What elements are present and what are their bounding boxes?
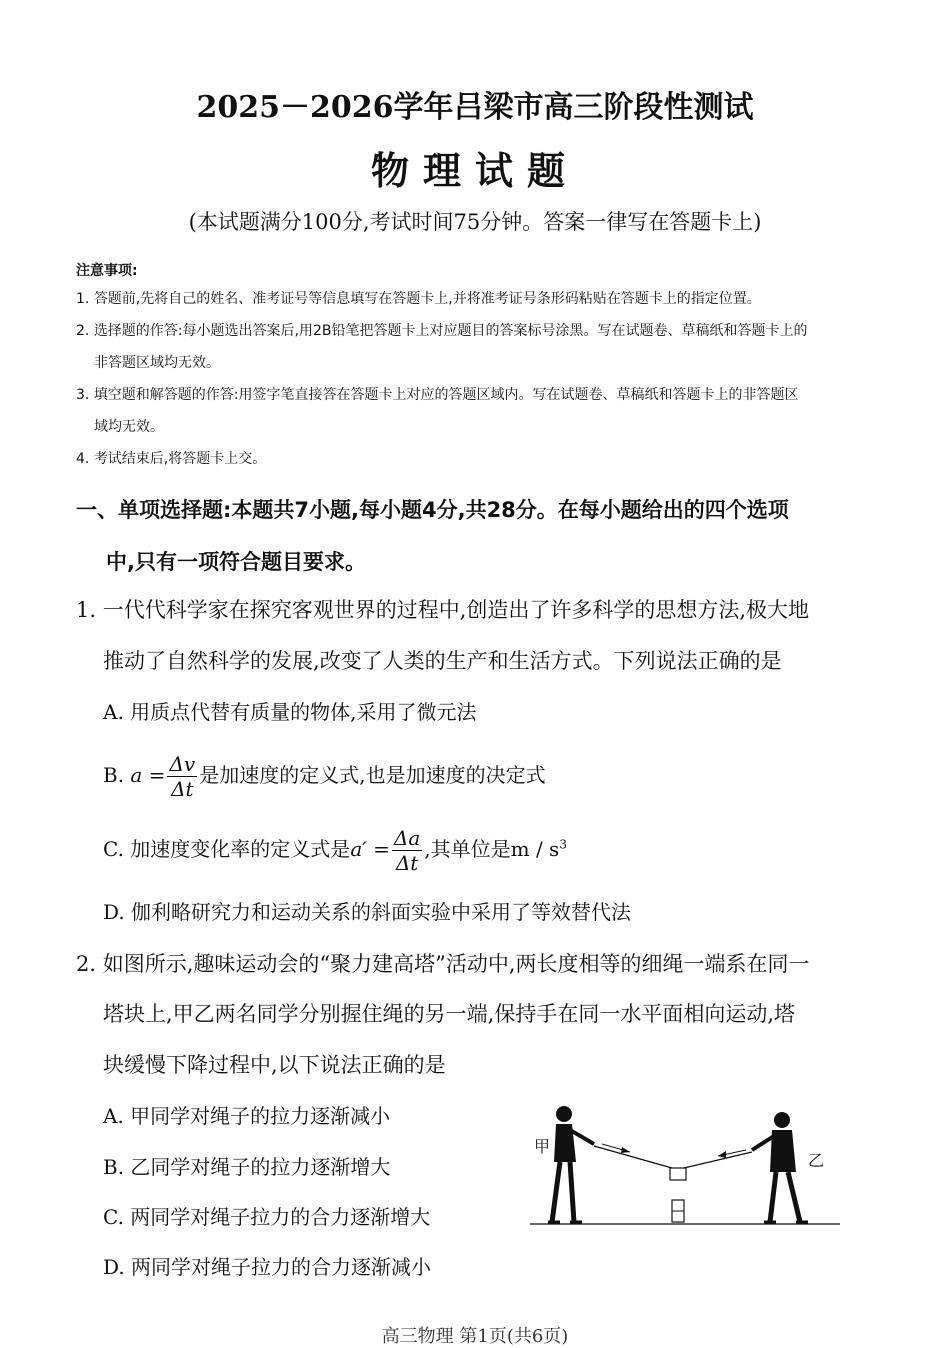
rope-figure xyxy=(520,1100,850,1230)
notice-item: 4. 考试结束后,将答题卡上交。 xyxy=(76,451,267,467)
question-1-stem-cont: 推动了自然科学的发展,改变了人类的生产和生活方式。下列说法正确的是 xyxy=(103,649,782,673)
exam-subnote: (本试题满分100分,考试时间75分钟。答案一律写在答题卡上) xyxy=(188,210,762,234)
label-yi: 乙 xyxy=(808,1151,825,1170)
rope-right xyxy=(684,1152,752,1168)
notice-item-cont: 域均无效。 xyxy=(94,419,164,435)
notice-item: 3. 填空题和解答题的作答:用签字笔直接答在答题卡上对应的答题区域内。写在试题卷、草稿纸和答题卡上的非答题区 xyxy=(76,387,799,403)
notice-title: 注意事项: xyxy=(76,263,138,279)
person-left-figure xyxy=(548,1106,594,1222)
section-heading: 一、单项选择题:本题共7小题,每小题4分,共28分。在每小题给出的四个选项 xyxy=(76,498,789,522)
question-2-option-b: B. 乙同学对绳子的拉力逐渐增大 xyxy=(103,1155,391,1179)
question-1-option-b: B. a = $\frac{\Delta v}{\Delta t}$ 是加速度的定义式,也是加速度的决定式 xyxy=(103,752,546,801)
question-2-option-c: C. 两同学对绳子拉力的合力逐渐增大 xyxy=(103,1205,431,1229)
question-2-stem-cont: 塔块上,甲乙两名同学分别握住绳的另一端,保持手在同一水平面相向运动,塔 xyxy=(103,1002,796,1026)
question-1-option-a: A. 用质点代替有质量的物体,采用了微元法 xyxy=(103,700,477,724)
tower-block-hanging xyxy=(670,1168,686,1180)
rope-left xyxy=(594,1146,672,1168)
question-2-stem-cont: 块缓慢下降过程中,以下说法正确的是 xyxy=(103,1053,446,1077)
fraction: $\frac{\Delta v}{\Delta t}$ xyxy=(169,752,196,801)
question-1-stem: 1. 一代代科学家在探究客观世界的过程中,创造出了许多科学的思想方法,极大地 xyxy=(76,598,810,622)
notice-item: 1. 答题前,先将自己的姓名、准考证号等信息填写在答题卡上,并将准考证号条形码粘贴在答题卡上的指定位置。 xyxy=(76,291,761,307)
subject-title: 物理试题 xyxy=(370,148,579,193)
section-heading-cont: 中,只有一项符合题目要求。 xyxy=(106,550,366,574)
notice-item: 2. 选择题的作答:每小题选出答案后,用2B铅笔把答题卡上对应题目的答案标号涂黑。写在试题卷、草稿纸和答题卡上的 xyxy=(76,323,808,339)
question-2-stem: 2. 如图所示,趣味运动会的“聚力建高塔”活动中,两长度相等的细绳一端系在同一 xyxy=(76,952,810,976)
person-right-figure xyxy=(752,1112,808,1222)
question-2-option-a: A. 甲同学对绳子的拉力逐渐减小 xyxy=(103,1104,391,1128)
page-footer: 高三物理 第1页(共6页) xyxy=(381,1326,569,1347)
label-jia: 甲 xyxy=(534,1137,551,1156)
question-2-option-d: D. 两同学对绳子拉力的合力逐渐减小 xyxy=(103,1255,432,1279)
notice-item-cont: 非答题区域均无效。 xyxy=(94,355,220,371)
question-1-option-c: C. 加速度变化率的定义式是a′ = $\frac{\Delta a}{\Delta t}$ ,其单位是m / $s^3$ xyxy=(103,826,567,875)
fraction: $\frac{\Delta a}{\Delta t}$ xyxy=(393,826,421,875)
question-1-option-d: D. 伽利略研究力和运动关系的斜面实验中采用了等效替代法 xyxy=(103,900,632,924)
exam-title: 2025－2026学年吕梁市高三阶段性测试 xyxy=(196,90,754,125)
